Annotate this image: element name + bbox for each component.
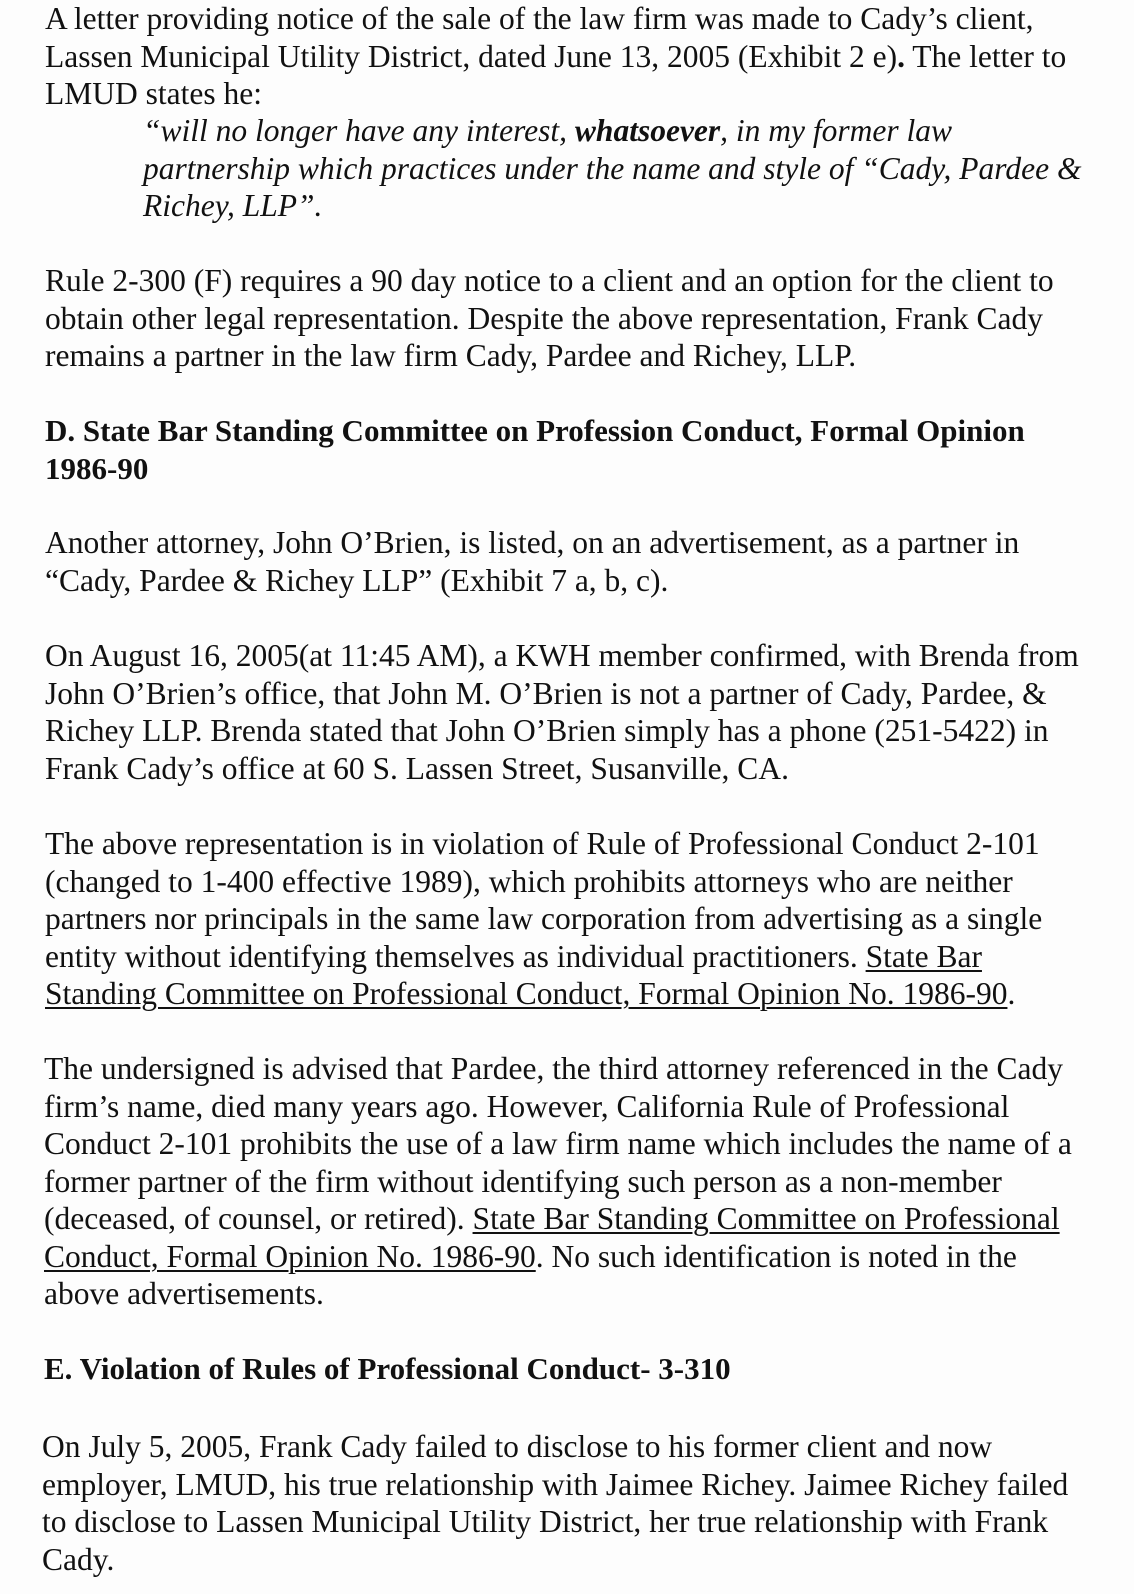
section-heading-d bbox=[45, 412, 1025, 487]
text-line bbox=[45, 38, 1066, 76]
paragraph-obrien-listed bbox=[45, 524, 1019, 599]
citation-underlined: State Bar bbox=[865, 938, 982, 974]
text-run-bold: . bbox=[897, 38, 905, 74]
text-line bbox=[45, 975, 1042, 1013]
text-line: obtain other legal representation. Despite the above representation, Frank Cady bbox=[45, 300, 1044, 336]
text-run: . bbox=[1007, 976, 1016, 1011]
citation-underlined: Conduct, Formal Opinion No. 1986-90 bbox=[44, 1238, 536, 1274]
text-line: On July 5, 2005, Frank Cady failed to disclose to his former client and now bbox=[42, 1429, 993, 1464]
text-line bbox=[45, 938, 1042, 976]
text-line: A letter providing notice of the sale of the law firm was made to Cady’s client, bbox=[45, 1, 1034, 36]
text-line: Frank Cady’s office at 60 S. Lassen Street, Susanville, CA. bbox=[45, 750, 789, 786]
section-heading-e bbox=[44, 1350, 731, 1388]
text-line: (changed to 1-400 effective 1989), which prohibits attorneys who are neither bbox=[45, 863, 1013, 899]
text-line: LMUD states he: bbox=[45, 76, 262, 111]
paragraph-rule-2-101-violation bbox=[45, 825, 1042, 1013]
block-quote bbox=[143, 112, 1081, 225]
text-line: partners nor principals in the same law corporation from advertising as a single bbox=[45, 901, 1043, 936]
heading-line: D. State Bar Standing Committee on Profession Conduct, Formal Opinion bbox=[45, 413, 1025, 448]
text-run: “will no longer have any interest, bbox=[143, 113, 575, 148]
text-run: , in my former law bbox=[720, 113, 953, 148]
text-line: On August 16, 2005(at 11:45 AM), a KWH member confirmed, with Brenda from bbox=[45, 638, 1079, 673]
text-line bbox=[44, 1200, 1072, 1238]
citation-underlined: Standing Committee on Professional Conduct, Formal Opinion No. 1986-90 bbox=[45, 976, 1008, 1011]
quote-line: partnership which practices under the name and style of “Cady, Pardee & bbox=[143, 150, 1082, 186]
text-line: Conduct 2-101 prohibits the use of a law firm name which includes the name of a bbox=[44, 1126, 1072, 1161]
paragraph-rule-2-300 bbox=[45, 262, 1054, 375]
text-line: Rule 2-300 (F) requires a 90 day notice to a client and an option for the client to bbox=[45, 263, 1054, 298]
paragraph-sale-notice bbox=[45, 0, 1066, 113]
citation-underlined: State Bar Standing Committee on Professional bbox=[472, 1201, 1060, 1236]
text-line: employer, LMUD, his true relationship with Jaimee Richey. Jaimee Richey failed bbox=[42, 1466, 1069, 1502]
text-line: John O’Brien’s office, that John M. O’Brien is not a partner of Cady, Pardee, & bbox=[45, 675, 1047, 711]
text-line: Richey LLP. Brenda stated that John O’Brien simply has a phone (251-5422) in bbox=[45, 713, 1049, 748]
text-run: . No such identification is noted in the bbox=[535, 1238, 1017, 1274]
text-run: (deceased, of counsel, or retired). bbox=[44, 1201, 473, 1236]
paragraph-july-disclosure bbox=[42, 1428, 1068, 1578]
text-run: The letter to bbox=[904, 38, 1067, 74]
quote-line: Richey, LLP”. bbox=[143, 188, 323, 223]
text-line: above advertisements. bbox=[44, 1276, 324, 1311]
heading-line: E. Violation of Rules of Professional Conduct- 3-310 bbox=[44, 1351, 731, 1386]
text-line bbox=[44, 1238, 1072, 1276]
heading-line: 1986-90 bbox=[45, 450, 149, 486]
text-line: firm’s name, died many years ago. However, California Rule of Professional bbox=[44, 1088, 1010, 1124]
paragraph-august-confirmation bbox=[45, 637, 1079, 787]
text-run-bold: whatsoever bbox=[574, 113, 721, 148]
text-line: remains a partner in the law firm Cady, Pardee and Richey, LLP. bbox=[45, 338, 857, 373]
text-line: Cady. bbox=[42, 1541, 115, 1577]
text-run: Lassen Municipal Utility District, dated June 13, 2005 (Exhibit 2 e) bbox=[45, 38, 898, 74]
text-run: entity without identifying themselves as individual practitioners. bbox=[45, 938, 866, 974]
text-line: to disclose to Lassen Municipal Utility District, her true relationship with Frank bbox=[42, 1504, 1049, 1539]
quote-line bbox=[143, 112, 1081, 150]
text-line: “Cady, Pardee & Richey LLP” (Exhibit 7 a, b, c). bbox=[45, 562, 669, 598]
text-line: Another attorney, John O’Brien, is listed, on an advertisement, as a partner in bbox=[45, 525, 1020, 560]
text-line: The undersigned is advised that Pardee, the third attorney referenced in the Cady bbox=[44, 1051, 1064, 1086]
text-line: former partner of the firm without identifying such person as a non-member bbox=[44, 1163, 1002, 1199]
text-line: The above representation is in violation of Rule of Professional Conduct 2-101 bbox=[45, 826, 1040, 861]
paragraph-pardee-name bbox=[44, 1050, 1072, 1313]
